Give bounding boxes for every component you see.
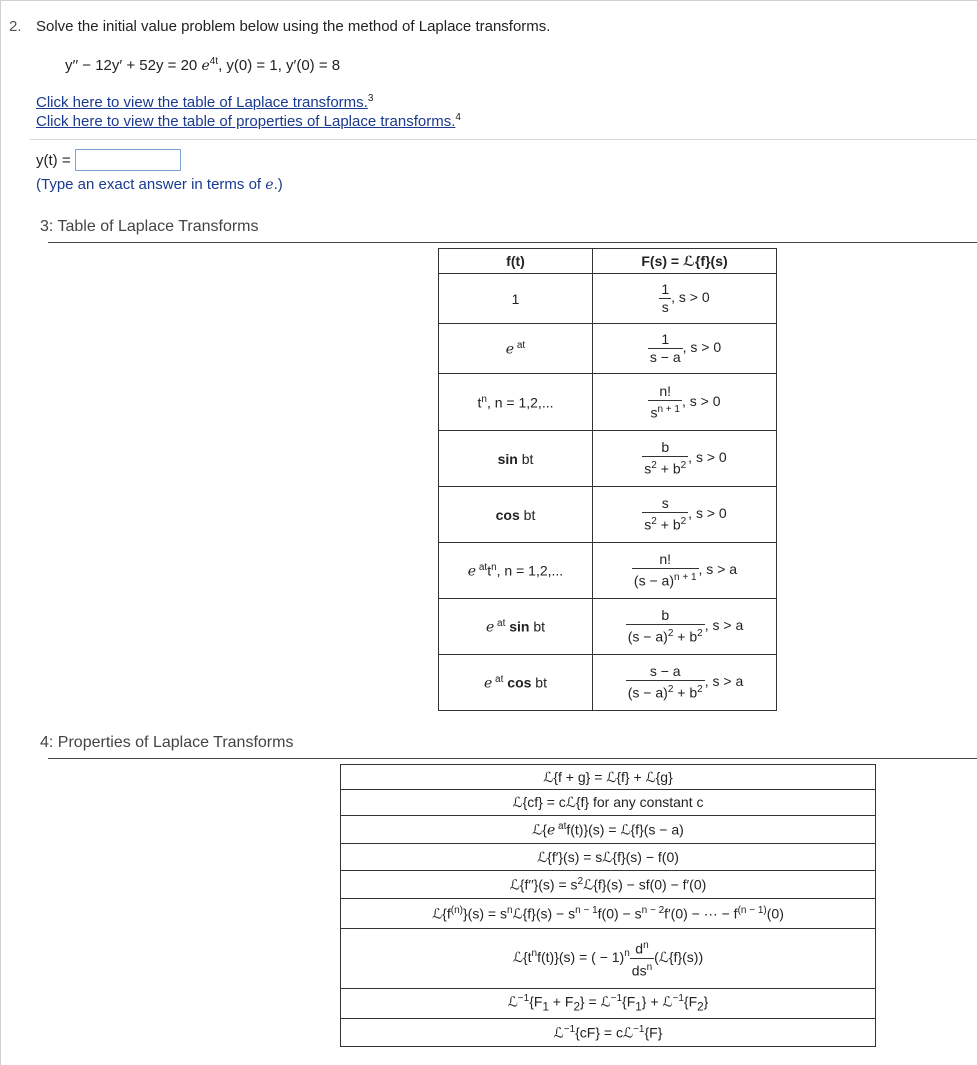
table-row: cos bt $\frac{s}{s^2 + b^2}$ , s > 0 [439, 487, 777, 543]
table-row: $ℒ\{t^nf(t)\}(s)$ = ( − 1)$^n$ $\frac{d^n}{ds^n}$ (ℒ{f}(s)) [341, 929, 876, 989]
answer-input[interactable] [75, 149, 181, 171]
table-row: ℒ$^{-1}${cF} = cℒ$^{-1}${F} [341, 1019, 876, 1047]
laplace-properties-link-row[interactable] [36, 112, 461, 130]
question-number: 2. [9, 18, 22, 35]
question-prompt: Solve the initial value problem below using the method of Laplace transforms. [36, 18, 551, 35]
table-row: e $^{at}$ sin bt $\frac{b}{(s - a)^2 + b^2}$ , s > a [439, 599, 777, 655]
answer-hint [36, 176, 283, 193]
frame-top-border [0, 0, 977, 1]
laplace-table-link[interactable]: Click here to view the table of Laplace transforms. [36, 94, 368, 111]
table-row: ℒ{f + g} = ℒ{f} + ℒ{g} [341, 765, 876, 790]
table-row: ℒ{e $^{at}$f(t)}(s) = ℒ{f}(s − a) [341, 816, 876, 844]
transforms-table-title: 3: Table of Laplace Transforms [40, 218, 259, 235]
ode-equation [65, 56, 340, 74]
laplace-properties-link[interactable]: Click here to view the table of properties of Laplace transforms. [36, 113, 456, 130]
col-header-Fs: F(s) = ℒ{f}(s) [593, 249, 777, 274]
ode-exp-power: 4t [209, 56, 219, 67]
answer-label: y(t) = [36, 152, 71, 169]
laplace-properties-table [340, 764, 876, 1047]
frame-left-border [0, 0, 1, 1065]
table-row: $t^n$, n = 1,2,... $\frac{n!}{s^{n + 1}}$ , s > 0 [439, 374, 777, 431]
ode-conditions: , y(0) = 1, y′(0) = 8 [218, 57, 341, 74]
table-row: e $^{at}$ cos bt $\frac{s - a}{(s - a)^2 + b^2}$ , s > a [439, 655, 777, 711]
hint-suffix: .) [273, 176, 283, 193]
transforms-title-rule [48, 242, 977, 243]
table-row: e $^{at}t^n$, n = 1,2,... $\frac{n!}{(s - a)^{n + 1}}$ , s > a [439, 543, 777, 599]
ode-exp-base: e [201, 58, 210, 74]
hint-e: e [265, 177, 274, 193]
laplace-transforms-table [438, 248, 777, 711]
table-row: ℒ{f′′}(s) = $s^2ℒ\{f\}(s) - sf(0) - f'(0)$ [341, 871, 876, 899]
table-row: 1 $\frac{1}{s}$ , s > 0 [439, 274, 777, 324]
hint-prefix: (Type an exact answer in terms of [36, 176, 266, 193]
properties-table-title: 4: Properties of Laplace Transforms [40, 734, 294, 751]
divider [30, 139, 977, 140]
laplace-table-ref: 3 [367, 93, 374, 104]
table-row: $ℒ\{f^{(n)}\}(s)$ = $s^nℒ\{f\}(s) - s^{n - 1}f(0) - s^{n - 2}f'(0)$ − ··· − $f^{(n - 1)}(0)$ [341, 899, 876, 929]
table-row: sin bt $\frac{b}{s^2 + b^2}$ , s > 0 [439, 431, 777, 487]
col-header-ft: f(t) [439, 249, 593, 274]
table-row: $ℒ^{-1}\{F_1 + F_2\}$ = $ℒ^{-1}\{F_1\}$ + $ℒ^{-1}\{F_2\}$ [341, 989, 876, 1019]
laplace-properties-ref: 4 [455, 112, 461, 123]
table-row: e $^{at}$ $\frac{1}{s - a}$ , s > 0 [439, 324, 777, 374]
laplace-table-link-row[interactable] [36, 93, 373, 111]
table-row: ℒ{cf} = cℒ{f} for any constant c [341, 790, 876, 816]
table-row: ℒ{f′}(s) = sℒ{f}(s) − f(0) [341, 844, 876, 871]
properties-title-rule [48, 758, 977, 759]
ode-lhs: y′′ − 12y′ + 52y = 20 [65, 57, 198, 74]
